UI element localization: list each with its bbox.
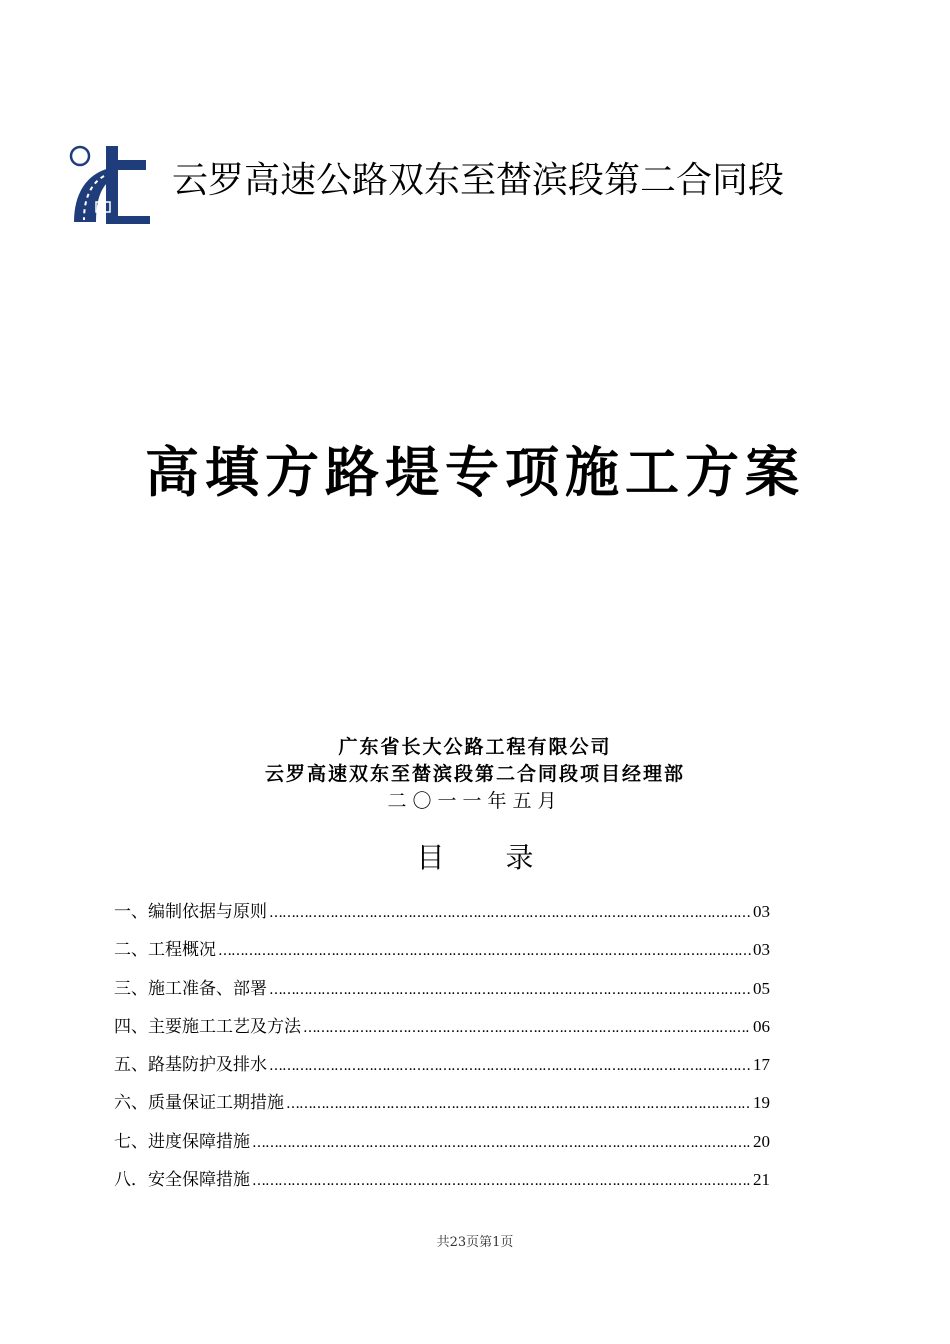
project-name: 云罗高速公路双东至榃滨段第二合同段 <box>172 160 785 201</box>
toc-leader-dots <box>252 1173 751 1189</box>
toc-item-page: 05 <box>753 978 770 998</box>
table-of-contents <box>114 897 770 1203</box>
toc-item-label: 五、路基防护及排水 <box>114 1055 267 1076</box>
toc-leader-dots <box>303 1020 751 1036</box>
toc-heading <box>0 836 950 876</box>
toc-leader-dots <box>252 1135 751 1151</box>
company-block <box>0 734 950 815</box>
company-name: 广东省长大公路工程有限公司 <box>338 736 612 758</box>
toc-heading-char: 目 <box>416 841 445 874</box>
toc-item-label: 六、质量保证工期措施 <box>114 1093 284 1114</box>
toc-leader-dots <box>269 982 751 998</box>
toc-item-page: 21 <box>753 1170 770 1190</box>
toc-item[interactable] <box>114 897 770 935</box>
project-department: 云罗高速双东至榃滨段第二合同段项目经理部 <box>264 763 685 785</box>
toc-item-page: 20 <box>753 1131 770 1151</box>
document-date: 二〇一一年五月 <box>387 790 563 812</box>
toc-item[interactable] <box>114 1127 770 1165</box>
toc-item[interactable] <box>114 1012 770 1050</box>
toc-heading-char: 录 <box>505 841 534 874</box>
toc-item-page: 19 <box>753 1093 770 1113</box>
page-footer: 共23页第1页 <box>436 1235 514 1250</box>
document-header <box>60 138 890 228</box>
toc-leader-dots <box>269 905 751 921</box>
toc-item-page: 17 <box>753 1055 770 1075</box>
toc-item[interactable] <box>114 1088 770 1126</box>
toc-item-label: 七、进度保障措施 <box>114 1131 250 1152</box>
toc-item-label: 四、主要施工工艺及方法 <box>114 1016 301 1037</box>
toc-item-page: 03 <box>753 902 770 921</box>
toc-item-label: 一、编制依据与原则 <box>114 902 267 922</box>
highway-road-logo-icon <box>66 138 154 226</box>
toc-leader-dots <box>218 943 751 959</box>
toc-item-label: 三、施工准备、部署 <box>114 978 267 999</box>
toc-item[interactable] <box>114 1165 770 1203</box>
toc-item[interactable] <box>114 974 770 1012</box>
toc-item-page: 06 <box>753 1016 770 1036</box>
document-title: 高填方路堤专项施工方案 <box>145 440 805 504</box>
toc-item[interactable] <box>114 1050 770 1088</box>
toc-leader-dots <box>269 1058 751 1074</box>
toc-item-label: 八．安全保障措施 <box>114 1170 250 1191</box>
toc-item-page: 03 <box>753 940 770 960</box>
toc-item[interactable] <box>114 935 770 973</box>
toc-leader-dots <box>286 1096 751 1112</box>
toc-item-label: 二、工程概况 <box>114 940 216 961</box>
